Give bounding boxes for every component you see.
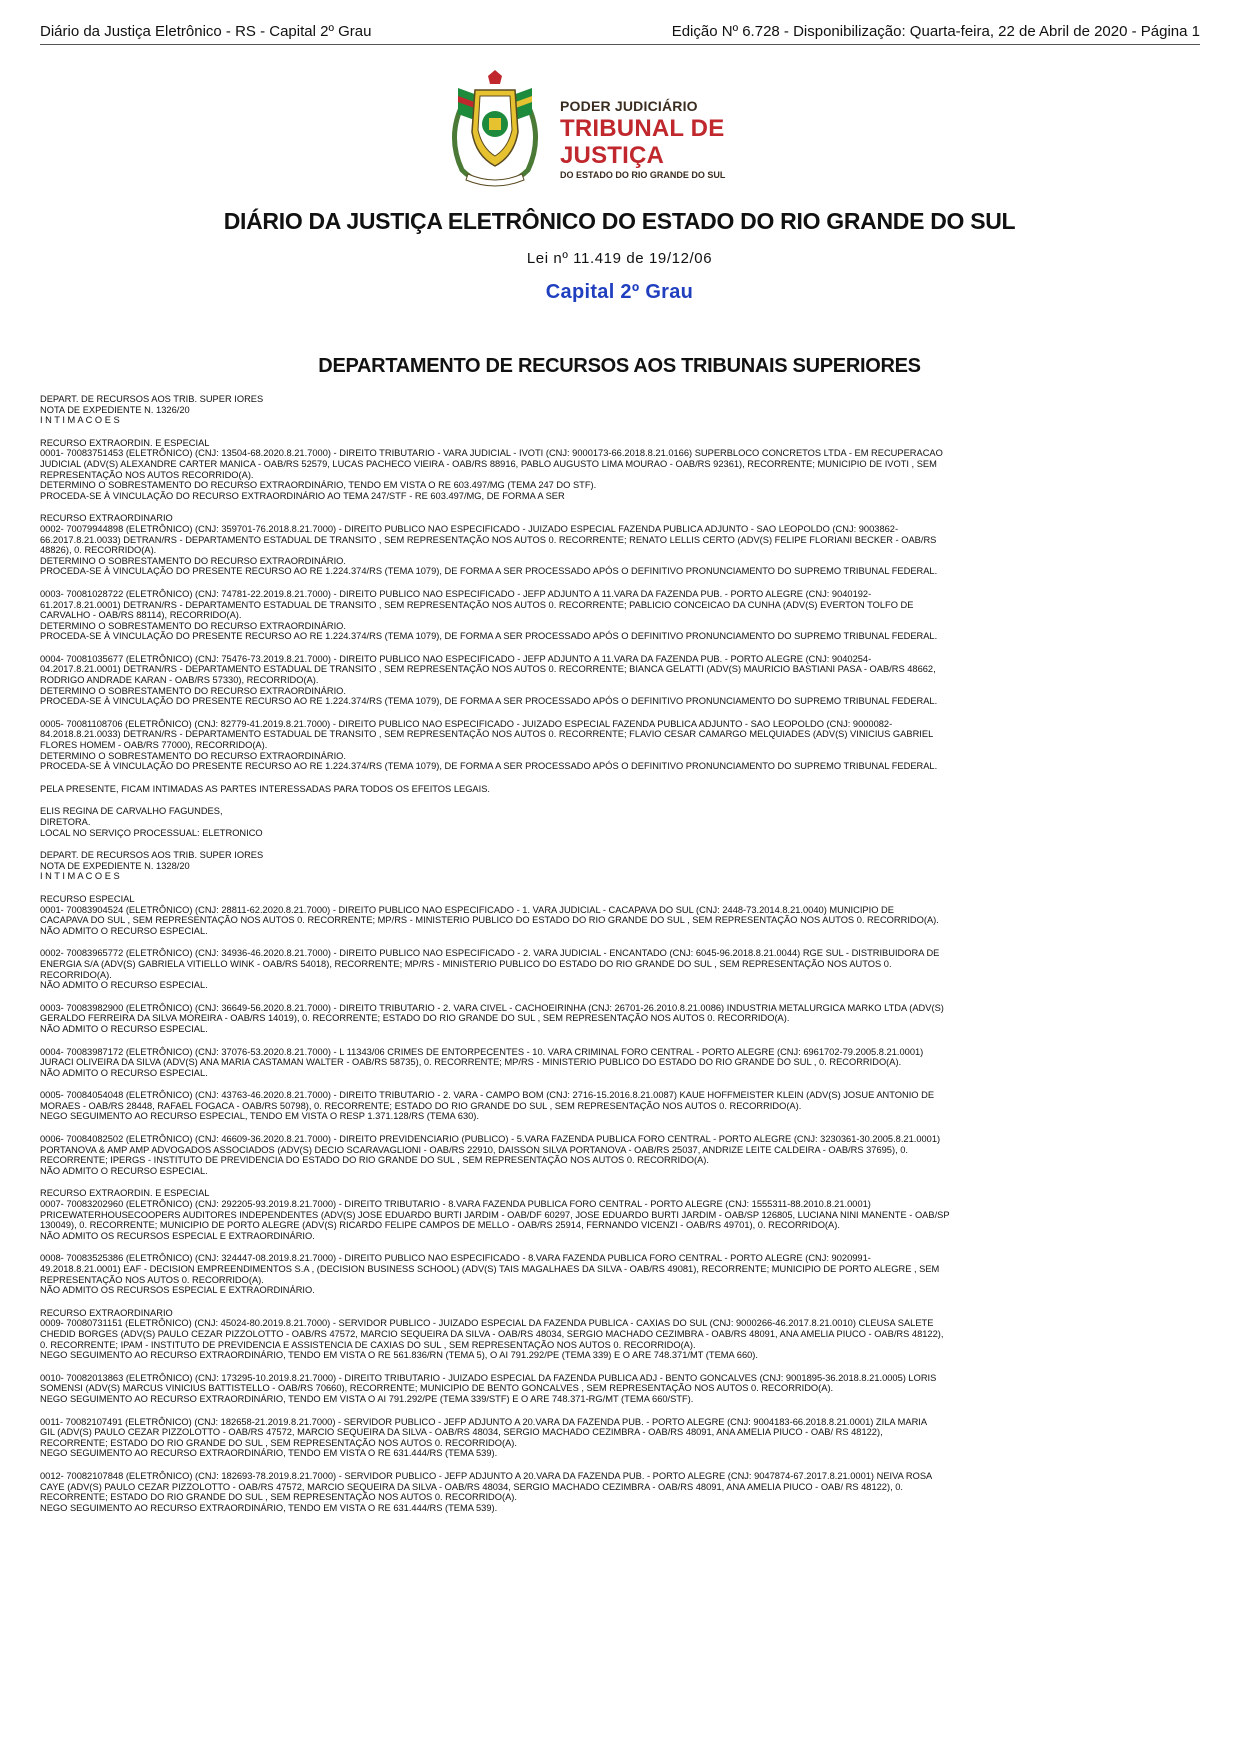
notice-line: RODRIGO ANDRADE KARAN - OAB/RS 57330), RECORRIDO(A). bbox=[40, 675, 319, 686]
notice-line: 0004- 70083987172 (ELETRÔNICO) (CNJ: 37076-53.2020.8.21.7000) - L 11343/06 CRIMES DE ENTORPECENTES - 10. VARA CRIMINAL FORO CENTRAL - PORTO ALEGRE (CNJ: 6961702-79.2005.8.21.0001) bbox=[40, 1046, 924, 1057]
header-publication-name: Diário da Justiça Eletrônico - RS - Capital 2º Grau bbox=[40, 23, 372, 40]
notice-body bbox=[40, 394, 1200, 1513]
notice-line: NÃO ADMITO O RECURSO ESPECIAL. bbox=[40, 1165, 208, 1176]
notice-line: GIL (ADV(S) PAULO CEZAR PIZZOLOTTO - OAB/RS 47572, MARCIO SEQUEIRA DA SILVA - OAB/RS 48034, SERGIO MACHADO CEZIMBRA - OAB/RS 48091, ANA AMELIA PIUCO - OAB/ RS 48122), bbox=[40, 1427, 883, 1438]
paragraph-gap bbox=[40, 991, 1200, 1003]
notice-line: NÃO ADMITO O RECURSO ESPECIAL. bbox=[40, 1067, 208, 1078]
notice-line: NÃO ADMITO OS RECURSOS ESPECIAL E EXTRAORDINÁRIO. bbox=[40, 1285, 315, 1296]
paragraph-gap bbox=[40, 707, 1200, 719]
logo-text bbox=[560, 98, 810, 181]
notice-line: REPRESENTAÇÃO NOS AUTOS 0. RECORRIDO(A). bbox=[40, 1274, 264, 1285]
notice-line: RECURSO EXTRAORDINARIO bbox=[40, 513, 173, 524]
notice-block bbox=[40, 1047, 1200, 1079]
state-coat-of-arms-icon bbox=[440, 70, 550, 190]
notice-line: NEGO SEGUIMENTO AO RECURSO EXTRAORDINÁRIO, TENDO EM VISTA O RE 631.444/RS (TEMA 539). bbox=[40, 1448, 498, 1459]
notice-line: NOTA DE EXPEDIENTE N. 1328/20 bbox=[40, 860, 190, 871]
notice-line: PROCEDA-SE À VINCULAÇÃO DO PRESENTE RECURSO AO RE 1.224.374/RS (TEMA 1079), DE FORMA A SER PROCESSADO APÓS O DEFINITIVO PRONUNCIAMENTO DO SUPREMO TRIBUNAL FEDERAL. bbox=[40, 631, 938, 642]
notice-block bbox=[40, 948, 1200, 990]
notice-line: 0005- 70081108706 (ELETRÔNICO) (CNJ: 82779-41.2019.8.21.7000) - DIREITO PUBLICO NAO ESPECIFICADO - JUIZADO ESPECIAL FAZENDA PUBLICA ADJUNTO - SAO LEOPOLDO (CNJ: 9000082- bbox=[40, 718, 893, 729]
paragraph-gap bbox=[40, 426, 1200, 438]
logo-line-judiciary: PODER JUDICIÁRIO bbox=[560, 98, 698, 114]
notice-line: ENERGIA S/A (ADV(S) GABRIELA VITIELLO WINK - OAB/RS 54018), RECORRENTE; MP/RS - MINISTERIO PUBLICO DO ESTADO DO RIO GRANDE DO SUL , SEM REPRESENTAÇÃO NOS AUTOS 0. bbox=[40, 958, 892, 969]
notice-line: CARVALHO - OAB/RS 88114), RECORRIDO(A). bbox=[40, 610, 242, 621]
notice-line: MORAES - OAB/RS 28448, RAFAEL FOGACA - OAB/RS 50798), 0. RECORRENTE; ESTADO DO RIO GRANDE DO SUL , SEM REPRESENTAÇÃO NOS AUTOS 0. RECORRIDO(A). bbox=[40, 1100, 802, 1111]
notice-line: PRICEWATERHOUSECOOPERS AUDITORES INDEPENDENTES (ADV(S) JOSE EDUARDO BURTI JARDIM - OAB/DF 60297, JOSE EDUARDO BURTI JARDIM - OAB/SP 126805, LUCIANA NINI MANENTE - OAB/SP bbox=[40, 1209, 950, 1220]
notice-line: 0005- 70084054048 (ELETRÔNICO) (CNJ: 43763-46.2020.8.21.7000) - DIREITO TRIBUTARIO - 2. VARA - CAMPO BOM (CNJ: 2716-15.2016.8.21.0087) KAUE HOFFMEISTER KLEIN (ADV(S) JOSUE ANTONIO DE bbox=[40, 1090, 935, 1101]
notice-line: DETERMINO O SOBRESTAMENTO DO RECURSO EXTRAORDINÁRIO. bbox=[40, 750, 346, 761]
notice-line: NÃO ADMITO O RECURSO ESPECIAL. bbox=[40, 980, 208, 991]
notice-block bbox=[40, 850, 1200, 882]
notice-line: ELIS REGINA DE CARVALHO FAGUNDES, bbox=[40, 806, 223, 817]
notice-block bbox=[40, 719, 1200, 772]
notice-block bbox=[40, 1090, 1200, 1122]
notice-line: 0007- 70083202960 (ELETRÔNICO) (CNJ: 292205-93.2019.8.21.7000) - DIREITO TRIBUTARIO - 8.VARA FAZENDA PUBLICA FORO CENTRAL - PORTO ALEGRE (CNJ: 1555311-88.2010.8.21.0001) bbox=[40, 1199, 871, 1210]
notice-line: 0008- 70083525386 (ELETRÔNICO) (CNJ: 324447-08.2019.8.21.7000) - DIREITO PUBLICO NAO ESPECIFICADO - 8.VARA FAZENDA PUBLICA FORO CENTRAL - PORTO ALEGRE (CNJ: 9020991- bbox=[40, 1253, 871, 1264]
notice-line: NEGO SEGUIMENTO AO RECURSO EXTRAORDINÁRIO, TENDO EM VISTA O RE 631.444/RS (TEMA 539). bbox=[40, 1502, 498, 1513]
notice-line: I N T I M A C O E S bbox=[40, 871, 120, 882]
section-title: Capital 2º Grau bbox=[545, 281, 694, 303]
notice-line: JUDICIAL (ADV(S) ALEXANDRE CARTER MANICA - OAB/RS 52579, LUCAS PACHECO VIEIRA - OAB/RS 88916, PABLO AUGUSTO LIMA MOURAO - OAB/RS 92361), RECORRENTE; MUNICIPIO DE IVOTI , SEM bbox=[40, 458, 937, 469]
notice-line: 0011- 70082107491 (ELETRÔNICO) (CNJ: 182658-21.2019.8.21.7000) - SERVIDOR PUBLICO - JEFP ADJUNTO A 20.VARA DA FAZENDA PUB. - PORTO ALEGRE (CNJ: 9004183-66.2018.8.21.0001) ZILA MARIA bbox=[40, 1416, 928, 1427]
notice-line: 0003- 70083982900 (ELETRÔNICO) (CNJ: 36649-56.2020.8.21.7000) - DIREITO TRIBUTARIO - 2. VARA CIVEL - CACHOEIRINHA (CNJ: 26701-26.2010.8.21.0086) INDUSTRIA METALURGICA MARKO LTDA (ADV(S) bbox=[40, 1002, 944, 1013]
notice-block bbox=[40, 1134, 1200, 1176]
notice-block bbox=[40, 589, 1200, 642]
paragraph-gap bbox=[40, 936, 1200, 948]
header-edition-info: Edição Nº 6.728 - Disponibilização: Quarta-feira, 22 de Abril de 2020 - Página 1 bbox=[671, 23, 1200, 40]
notice-line: 61.2017.8.21.0001) DETRAN/RS - DEPARTAMENTO ESTADUAL DE TRANSITO , SEM REPRESENTAÇÃO NOS AUTOS 0. RECORRENTE; PABLICIO CONCEICAO DA CUNHA (ADV(S) EVERTON TOLFO DE bbox=[40, 599, 914, 610]
notice-line: PORTANOVA & AMP AMP ADVOGADOS ASSOCIADOS (ADV(S) DECIO SCARAVAGLIONI - OAB/RS 22910, DAISSON SILVA PORTANOVA - OAB/RS 25037, ANDRIZE LEITE CALDEIRA - OAB/RS 37695), 0. bbox=[40, 1144, 908, 1155]
notice-line: 0002- 70083965772 (ELETRÔNICO) (CNJ: 34936-46.2020.8.21.7000) - DIREITO PUBLICO NAO ESPECIFICADO - 2. VARA JUDICIAL - ENCANTADO (CNJ: 6045-96.2018.8.21.0044) RGE SUL - DISTRIBUIDORA DE bbox=[40, 948, 940, 959]
notice-line: DEPART. DE RECURSOS AOS TRIB. SUPER IORES bbox=[40, 394, 264, 404]
notice-line: 0004- 70081035677 (ELETRÔNICO) (CNJ: 75476-73.2019.8.21.7000) - DIREITO PUBLICO NAO ESPECIFICADO - JEFP ADJUNTO A 11.VARA DA FAZENDA PUB. - PORTO ALEGRE (CNJ: 9040254- bbox=[40, 653, 872, 664]
notice-block bbox=[40, 1003, 1200, 1035]
notice-line: CHEDID BORGES (ADV(S) PAULO CEZAR PIZZOLOTTO - OAB/RS 47572, MARCIO SEQUEIRA DA SILVA - OAB/RS 48034, SERGIO MACHADO CEZIMBRA - OAB/RS 48091, ANA AMELIA PIUCO - OAB/RS 48122), bbox=[40, 1328, 944, 1339]
notice-line: SOMENSI (ADV(S) MARCUS VINICIUS BATTISTELLO - OAB/RS 70660), RECORRENTE; MUNICIPIO DE BENTO GONCALVES , SEM REPRESENTAÇÃO NOS AUTOS 0. RECORRIDO(A). bbox=[40, 1383, 834, 1394]
notice-line: NEGO SEGUIMENTO AO RECURSO ESPECIAL, TENDO EM VISTA O RESP 1.371.128/RS (TEMA 630). bbox=[40, 1111, 479, 1122]
paragraph-gap bbox=[40, 882, 1200, 894]
notice-line: PROCEDA-SE À VINCULAÇÃO DO PRESENTE RECURSO AO RE 1.224.374/RS (TEMA 1079), DE FORMA A SER PROCESSADO APÓS O DEFINITIVO PRONUNCIAMENTO DO SUPREMO TRIBUNAL FEDERAL. bbox=[40, 566, 938, 577]
notice-line: GERALDO FERREIRA DA SILVA MOREIRA - OAB/RS 14019), 0. RECORRENTE; ESTADO DO RIO GRANDE DO SUL , SEM REPRESENTAÇÃO NOS AUTOS 0. RECORRIDO(A). bbox=[40, 1013, 790, 1024]
notice-line: PELA PRESENTE, FICAM INTIMADAS AS PARTES INTERESSADAS PARA TODOS OS EFEITOS LEGAIS. bbox=[40, 783, 490, 794]
notice-line: RECORRENTE; ESTADO DO RIO GRANDE DO SUL , SEM REPRESENTAÇÃO NOS AUTOS 0. RECORRIDO(A). bbox=[40, 1437, 517, 1448]
notice-block bbox=[40, 1253, 1200, 1295]
notice-line: DIRETORA. bbox=[40, 817, 91, 827]
notice-line: REPRESENTAÇÃO NOS AUTOS RECORRIDO(A). bbox=[40, 469, 254, 480]
paragraph-gap bbox=[40, 642, 1200, 654]
notice-line: PROCEDA-SE À VINCULAÇÃO DO PRESENTE RECURSO AO RE 1.224.374/RS (TEMA 1079), DE FORMA A SER PROCESSADO APÓS O DEFINITIVO PRONUNCIAMENTO DO SUPREMO TRIBUNAL FEDERAL. bbox=[40, 761, 938, 772]
paragraph-gap bbox=[40, 1405, 1200, 1417]
paragraph-gap bbox=[40, 772, 1200, 784]
notice-line: NÃO ADMITO O RECURSO ESPECIAL. bbox=[40, 925, 208, 936]
notice-line: 84.2018.8.21.0033) DETRAN/RS - DEPARTAMENTO ESTADUAL DE TRANSITO , SEM REPRESENTAÇÃO NOS AUTOS 0. RECORRENTE; FLAVIO CESAR CAMARGO MELQUIADES (ADV(S) VINICIUS GABRIEL bbox=[40, 729, 934, 740]
notice-line: 0. RECORRENTE; IPAM - INSTITUTO DE PREVIDENCIA E ASSISTENCIA DE CAXIAS DO SUL , SEM REPRESENTAÇÃO NOS AUTOS 0. RECORRIDO(A). bbox=[40, 1339, 696, 1350]
paragraph-gap bbox=[40, 838, 1200, 850]
notice-line: DETERMINO O SOBRESTAMENTO DO RECURSO EXTRAORDINÁRIO. bbox=[40, 555, 346, 566]
notice-line: LOCAL NO SERVIÇO PROCESSUAL: ELETRONICO bbox=[40, 827, 263, 838]
notice-line: DETERMINO O SOBRESTAMENTO DO RECURSO EXTRAORDINÁRIO. bbox=[40, 620, 346, 631]
notice-block bbox=[40, 654, 1200, 707]
notice-line: JURACI OLIVEIRA DA SILVA (ADV(S) ANA MARIA CASTAMAN WALTER - OAB/RS 58735), 0. RECORRENTE; MP/RS - MINISTERIO PUBLICO DO ESTADO DO RIO GRANDE DO SUL , 0. RECORRIDO(A). bbox=[40, 1057, 902, 1068]
notice-line: 48826), 0. RECORRIDO(A). bbox=[40, 545, 157, 556]
paragraph-gap bbox=[40, 1035, 1200, 1047]
notice-line: 0003- 70081028722 (ELETRÔNICO) (CNJ: 74781-22.2019.8.21.7000) - DIREITO PUBLICO NAO ESPECIFICADO - JEFP ADJUNTO A 11.VARA DA FAZENDA PUB. - PORTO ALEGRE (CNJ: 9040192- bbox=[40, 588, 872, 599]
logo-line-state: DO ESTADO DO RIO GRANDE DO SUL bbox=[560, 170, 726, 180]
notice-block bbox=[40, 1471, 1200, 1513]
notice-block bbox=[40, 394, 1200, 426]
paragraph-gap bbox=[40, 1122, 1200, 1134]
notice-block bbox=[40, 438, 1200, 502]
notice-line: DETERMINO O SOBRESTAMENTO DO RECURSO EXTRAORDINÁRIO. bbox=[40, 685, 346, 696]
paragraph-gap bbox=[40, 1459, 1200, 1471]
notice-line: 66.2017.8.21.0033) DETRAN/RS - DEPARTAMENTO ESTADUAL DE TRANSITO , SEM REPRESENTAÇÃO NOS AUTOS 0. RECORRENTE; RENATO LELLIS CERTO (ADV(S) FELIPE FLORIANI BECKER - OAB/RS bbox=[40, 534, 937, 545]
notice-line: 0006- 70084082502 (ELETRÔNICO) (CNJ: 46609-36.2020.8.21.7000) - DIREITO PREVIDENCIARIO (PUBLICO) - 5.VARA FAZENDA PUBLICA FORO CENTRAL - PORTO ALEGRE (CNJ: 3230361-30.2005.8.21.0001) bbox=[40, 1134, 941, 1145]
notice-line: PROCEDA-SE À VINCULAÇÃO DO PRESENTE RECURSO AO RE 1.224.374/RS (TEMA 1079), DE FORMA A SER PROCESSADO APÓS O DEFINITIVO PRONUNCIAMENTO DO SUPREMO TRIBUNAL FEDERAL. bbox=[40, 696, 938, 707]
notice-block bbox=[40, 1308, 1200, 1361]
notice-line: RECORRENTE; IPERGS - INSTITUTO DE PREVIDENCIA DO ESTADO DO RIO GRANDE DO SUL , SEM REPRESENTAÇÃO NOS AUTOS 0. RECORRIDO(A). bbox=[40, 1155, 709, 1166]
paragraph-gap bbox=[40, 1176, 1200, 1188]
notice-line: DETERMINO O SOBRESTAMENTO DO RECURSO EXTRAORDINÁRIO, TENDO EM VISTA O RE 603.497/MG (TEMA 247 DO STF). bbox=[40, 480, 597, 491]
notice-line: 0009- 70080731151 (ELETRÔNICO) (CNJ: 45024-80.2019.8.21.7000) - SERVIDOR PUBLICO - JUIZADO ESPECIAL DA FAZENDA PUBLICA - CAXIAS DO SUL (CNJ: 9000266-46.2017.8.21.0010) CLEUSA SALETE bbox=[40, 1318, 934, 1329]
notice-line: RECURSO EXTRAORDINARIO bbox=[40, 1307, 173, 1318]
running-header bbox=[40, 22, 1200, 45]
paragraph-gap bbox=[40, 1078, 1200, 1090]
notice-block bbox=[40, 784, 1200, 795]
department-title: DEPARTAMENTO DE RECURSOS AOS TRIBUNAIS SUPERIORES bbox=[318, 355, 921, 377]
notice-line: RECURSO ESPECIAL bbox=[40, 893, 135, 904]
notice-line: NÃO ADMITO O RECURSO ESPECIAL. bbox=[40, 1023, 208, 1034]
notice-line: 49.2018.8.21.0001) EAF - DECISION EMPREENDIMENTOS S.A , (DECISION BUSINESS SCHOOL) (ADV(S) TAIS MAGALHAES DA SILVA - OAB/RS 49081), RECORRENTE; MUNICIPIO DE PORTO ALEGRE , SEM bbox=[40, 1264, 940, 1274]
notice-line: RECORRENTE; ESTADO DO RIO GRANDE DO SUL , SEM REPRESENTAÇÃO NOS AUTOS 0. RECORRIDO(A). bbox=[40, 1492, 517, 1503]
notice-line: 0012- 70082107848 (ELETRÔNICO) (CNJ: 182693-78.2019.8.21.7000) - SERVIDOR PUBLICO - JEFP ADJUNTO A 20.VARA DA FAZENDA PUB. - PORTO ALEGRE (CNJ: 9047874-67.2017.8.21.0001) NEIVA ROSA bbox=[40, 1470, 933, 1481]
notice-line: CACAPAVA DO SUL , SEM REPRESENTAÇÃO NOS AUTOS 0. RECORRENTE; MP/RS - MINISTERIO PUBLICO DO ESTADO DO RIO GRANDE DO SUL , SEM REPRESENTAÇÃO NOS AUTOS 0. RECORRIDO(A). bbox=[40, 915, 939, 926]
notice-line: I N T I M A C O E S bbox=[40, 415, 120, 426]
notice-block bbox=[40, 513, 1200, 577]
notice-line: DEPART. DE RECURSOS AOS TRIB. SUPER IORES bbox=[40, 850, 264, 861]
notice-line: CAYE (ADV(S) PAULO CEZAR PIZZOLOTTO - OAB/RS 47572, MARCIO SEQUEIRA DA SILVA - OAB/RS 48034, SERGIO MACHADO CEZIMBRA - OAB/RS 48091, ANA AMELIA PIUCO - OAB/ RS 48122), 0. bbox=[40, 1481, 903, 1492]
paragraph-gap bbox=[40, 1361, 1200, 1373]
notice-line: NEGO SEGUIMENTO AO RECURSO EXTRAORDINÁRIO, TENDO EM VISTA O RE 561.836/RN (TEMA 5), O AI 791.292/PE (TEMA 339) E O ARE 748.371/MT (TEMA 660). bbox=[40, 1350, 758, 1361]
notice-line: 0002- 70079944898 (ELETRÔNICO) (CNJ: 359701-76.2018.8.21.7000) - DIREITO PUBLICO NAO ESPECIFICADO - JUIZADO ESPECIAL FAZENDA PUBLICA ADJUNTO - SAO LEOPOLDO (CNJ: 9003862- bbox=[40, 523, 899, 534]
notice-block bbox=[40, 1417, 1200, 1459]
paragraph-gap bbox=[40, 1296, 1200, 1308]
notice-line: NEGO SEGUIMENTO AO RECURSO EXTRAORDINÁRIO, TENDO EM VISTA O AI 791.292/PE (TEMA 339/STF) E O ARE 748.371-RG/MT (TEMA 660/STF). bbox=[40, 1393, 694, 1404]
notice-line: RECORRIDO(A). bbox=[40, 969, 112, 980]
paragraph-gap bbox=[40, 794, 1200, 806]
notice-line: 130049), 0. RECORRENTE; MUNICIPIO DE PORTO ALEGRE (ADV(S) RICARDO FELIPE CAMPOS DE MELLO - OAB/RS 25914, FERNANDO VICENZI - OAB/RS 49701), 0. RECORRIDO(A). bbox=[40, 1220, 840, 1231]
paragraph-gap bbox=[40, 501, 1200, 513]
notice-block bbox=[40, 806, 1200, 838]
notice-line: RECURSO EXTRAORDIN. E ESPECIAL bbox=[40, 1188, 210, 1199]
notice-line: NOTA DE EXPEDIENTE N. 1326/20 bbox=[40, 404, 190, 415]
notice-block bbox=[40, 894, 1200, 936]
notice-block bbox=[40, 1373, 1200, 1405]
logo-line-tribunal: TRIBUNAL DE JUSTIÇA bbox=[560, 115, 725, 169]
notice-line: 04.2017.8.21.0001) DETRAN/RS - DEPARTAMENTO ESTADUAL DE TRANSITO , SEM REPRESENTAÇÃO NOS AUTOS 0. RECORRENTE; BIANCA GELATTI (ADV(S) MAURICIO BASTIANI PASA - OAB/RS 48662, bbox=[40, 664, 936, 675]
law-reference: Lei nº 11.419 de 19/12/06 bbox=[526, 250, 713, 267]
notice-line: 0010- 70082013863 (ELETRÔNICO) (CNJ: 173295-10.2019.8.21.7000) - DIREITO TRIBUTARIO - JUIZADO ESPECIAL DA FAZENDA PUBLICA ADJ - BENTO GONCALVES (CNJ: 9001895-36.2018.8.21.0005) LORIS bbox=[40, 1372, 937, 1383]
notice-line: FLORES HOMEM - OAB/RS 77000), RECORRIDO(A). bbox=[40, 740, 268, 751]
tribunal-logo bbox=[440, 70, 810, 190]
paragraph-gap bbox=[40, 577, 1200, 589]
notice-block bbox=[40, 1188, 1200, 1241]
notice-line: 0001- 70083751453 (ELETRÔNICO) (CNJ: 13504-68.2020.8.21.7000) - DIREITO TRIBUTARIO - VARA JUDICIAL - IVOTI (CNJ: 9000173-66.2018.8.21.0166) SUPERBLOCO CONCRETOS LTDA - EM RECUPERACAO bbox=[40, 448, 943, 459]
notice-line: NÃO ADMITO OS RECURSOS ESPECIAL E EXTRAORDINÁRIO. bbox=[40, 1230, 315, 1241]
notice-line: RECURSO EXTRAORDIN. E ESPECIAL bbox=[40, 437, 210, 448]
notice-line: PROCEDA-SE À VINCULAÇÃO DO RECURSO EXTRAORDINÁRIO AO TEMA 247/STF - RE 603.497/MG, DE FORMA A SER bbox=[40, 490, 565, 501]
paragraph-gap bbox=[40, 1241, 1200, 1253]
notice-line: 0001- 70083904524 (ELETRÔNICO) (CNJ: 28811-62.2020.8.21.7000) - DIREITO PUBLICO NAO ESPECIFICADO - 1. VARA JUDICIAL - CACAPAVA DO SUL (CNJ: 2448-73.2014.8.21.0040) MUNICIPIO DE bbox=[40, 904, 894, 915]
journal-title: DIÁRIO DA JUSTIÇA ELETRÔNICO DO ESTADO DO RIO GRANDE DO SUL bbox=[223, 208, 1016, 234]
